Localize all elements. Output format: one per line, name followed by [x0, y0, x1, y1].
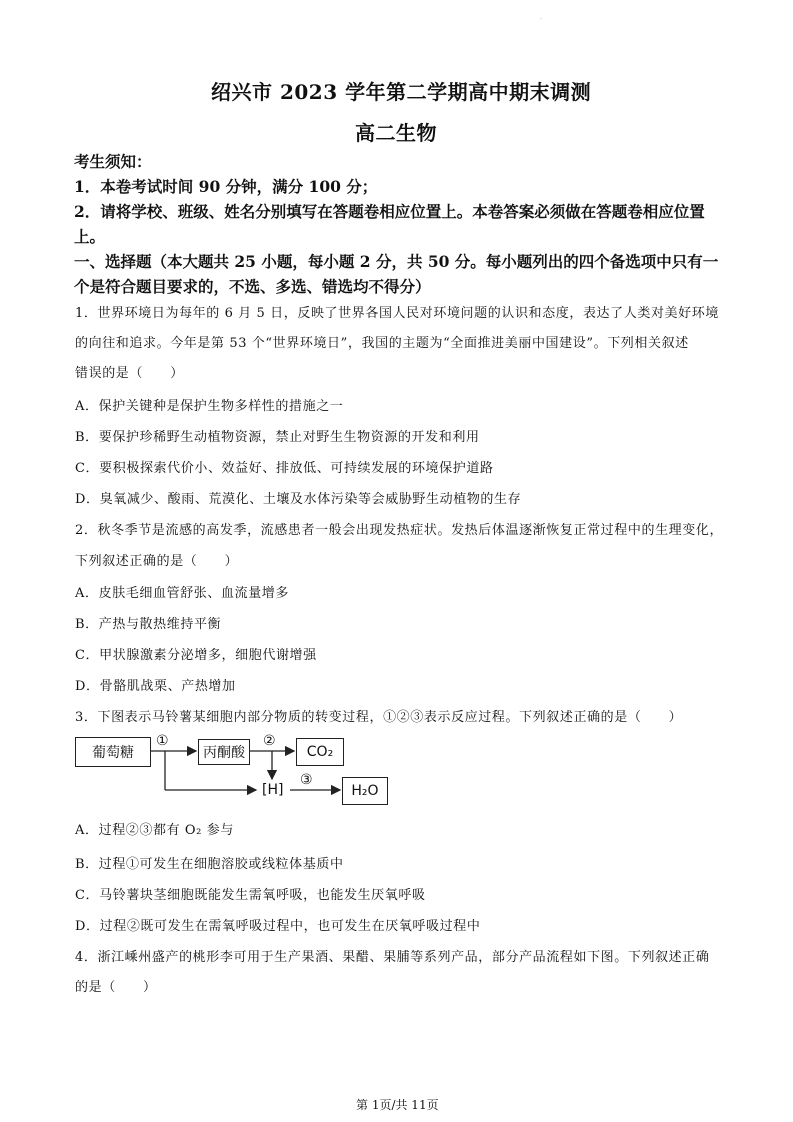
question-2-option-a: A．皮肤毛细血管舒张、血流量增多: [75, 586, 289, 601]
pyruvate-box: 丙酮酸: [198, 739, 250, 765]
question-1-stem: 的向往和追求。今年是第 53 个“世界环境日”，我国的主题为“全面推进美丽中国建设”。下列相关叙述: [75, 336, 689, 351]
question-2-option-d: D．骨骼肌战栗、产热增加: [75, 679, 236, 694]
question-1-option-c: C．要积极探索代价小、效益好、排放低、可持续发展的环境保护道路: [75, 461, 494, 476]
question-2-option-b: B．产热与散热维持平衡: [75, 617, 222, 632]
hydrogen-label: [H]: [262, 782, 284, 798]
question-3-option-b: B．过程①可发生在细胞溶胶或线粒体基质中: [75, 857, 344, 872]
notice-item: 2．请将学校、班级、姓名分别填写在答题卷相应位置上。本卷答案必须做在答题卷相应位置: [74, 202, 705, 221]
question-3-option-c: C．马铃薯块茎细胞既能发生需氧呼吸，也能发生厌氧呼吸: [75, 888, 426, 903]
question-1-option-d: D．臭氧减少、酸雨、荒漠化、土壤及水体污染等会威胁野生动植物的生存: [75, 492, 522, 507]
question-3-option-a: A．过程②③都有 O₂ 参与: [75, 823, 234, 838]
question-3-option-d: D．过程②既可发生在需氧呼吸过程中，也可发生在厌氧呼吸过程中: [75, 919, 481, 934]
question-1-option-b: B．要保护珍稀野生动植物资源，禁止对野生生物资源的开发和利用: [75, 430, 480, 445]
glucose-box: 葡萄糖: [75, 737, 151, 767]
question-2-option-c: C．甲状腺激素分泌增多，细胞代谢增强: [75, 648, 317, 663]
notice-item: 上。: [74, 227, 106, 246]
page-number: 第 1页/共 11页: [356, 1098, 439, 1112]
step-2-label: ②: [263, 733, 276, 749]
h2o-box: H₂O: [342, 777, 388, 805]
question-3-stem: 3．下图表示马铃薯某细胞内部分物质的转变过程，①②③表示反应过程。下列叙述正确的是（ ）: [75, 710, 683, 725]
page-subtitle: 高二生物: [355, 121, 437, 145]
step-3-label: ③: [300, 772, 313, 788]
notice-item: 1．本卷考试时间 90 分钟，满分 100 分；: [74, 177, 378, 196]
question-2-stem: 2．秋冬季节是流感的高发季，流感患者一般会出现发热症状。发热后体温逐渐恢复正常过程中的生理变化，: [75, 523, 724, 538]
co2-box: CO₂: [296, 738, 344, 766]
question-4-stem: 的是（ ）: [75, 980, 157, 995]
section-heading: 一、选择题（本大题共 25 小题，每小题 2 分，共 50 分。每小题列出的四个备选项中只有一: [74, 252, 719, 271]
question-1-stem: 1．世界环境日为每年的 6 月 5 日，反映了世界各国人民对环境问题的认识和态度，表达了人类对美好环境: [75, 306, 719, 321]
section-heading: 个是符合题目要求的，不选、多选、错选均不得分）: [74, 277, 431, 296]
question-1-stem: 错误的是（ ）: [75, 366, 184, 381]
page-title: 绍兴市 2023 学年第二学期高中期末调测: [211, 80, 592, 104]
notice-heading: 考生须知：: [74, 152, 152, 171]
question-2-stem: 下列叙述正确的是（ ）: [75, 554, 239, 569]
question-1-option-a: A．保护关键种是保护生物多样性的措施之一: [75, 399, 344, 414]
corner-mark: ·: [540, 16, 542, 23]
question-4-stem: 4．浙江嵊州盛产的桃形李可用于生产果酒、果醋、果脯等系列产品，部分产品流程如下图。下列叙述正确: [75, 950, 710, 965]
step-1-label: ①: [156, 733, 169, 749]
